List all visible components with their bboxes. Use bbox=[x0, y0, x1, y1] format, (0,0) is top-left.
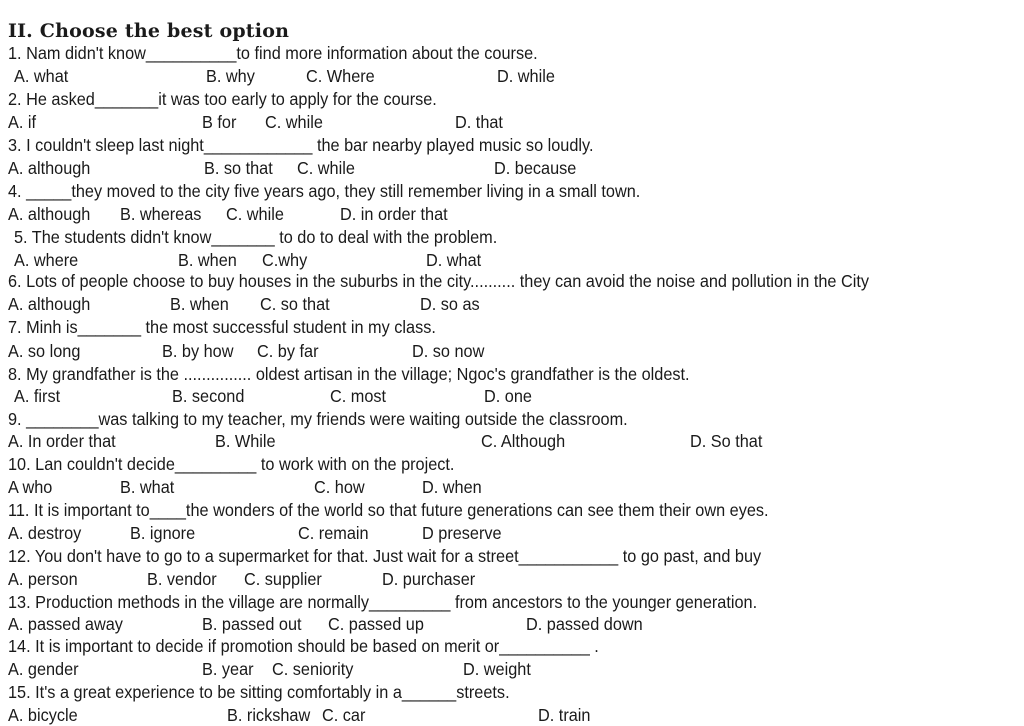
question-14: 14. It is important to decide if promotion should be based on merit or__________ . bbox=[8, 636, 599, 656]
question-1-option-a[interactable]: A. what bbox=[14, 66, 69, 86]
question-10-option-b[interactable]: B. what bbox=[120, 477, 175, 497]
question-3-option-c[interactable]: C. while bbox=[297, 158, 355, 178]
section-heading: II. Choose the best option bbox=[8, 20, 290, 42]
question-6-option-d[interactable]: D. so as bbox=[420, 294, 480, 314]
question-5-option-d[interactable]: D. what bbox=[426, 250, 482, 270]
question-3: 3. I couldn't sleep last night____________ the bar nearby played music so loudly. bbox=[8, 135, 594, 155]
question-5-option-a[interactable]: A. where bbox=[14, 250, 79, 270]
question-9-option-d[interactable]: D. So that bbox=[690, 431, 763, 451]
question-13-option-d[interactable]: D. passed down bbox=[526, 614, 643, 634]
question-4-option-d[interactable]: D. in order that bbox=[340, 204, 448, 224]
question-6-option-a[interactable]: A. although bbox=[8, 294, 91, 314]
question-2-option-c[interactable]: C. while bbox=[265, 112, 323, 132]
question-1-option-d[interactable]: D. while bbox=[497, 66, 555, 86]
question-7-option-b[interactable]: B. by how bbox=[162, 341, 234, 361]
question-13-option-a[interactable]: A. passed away bbox=[8, 614, 123, 634]
question-1-option-c[interactable]: C. Where bbox=[306, 66, 375, 86]
question-11-option-a[interactable]: A. destroy bbox=[8, 523, 82, 543]
question-15-option-d[interactable]: D. train bbox=[538, 705, 591, 725]
question-13-option-c[interactable]: C. passed up bbox=[328, 614, 424, 634]
question-12: 12. You don't have to go to a supermarket for that. Just wait for a street___________ to go past, and buy bbox=[8, 546, 762, 566]
question-10: 10. Lan couldn't decide_________ to work with on the project. bbox=[8, 454, 455, 474]
question-12-option-d[interactable]: D. purchaser bbox=[382, 569, 476, 589]
question-4-option-c[interactable]: C. while bbox=[226, 204, 284, 224]
question-15-option-a[interactable]: A. bicycle bbox=[8, 705, 78, 725]
question-15-option-b[interactable]: B. rickshaw bbox=[227, 705, 311, 725]
question-6-option-b[interactable]: B. when bbox=[170, 294, 229, 314]
question-4: 4. _____they moved to the city five years ago, they still remember living in a small town. bbox=[8, 181, 641, 201]
question-7-option-a[interactable]: A. so long bbox=[8, 341, 81, 361]
question-10-option-d[interactable]: D. when bbox=[422, 477, 482, 497]
question-8-option-d[interactable]: D. one bbox=[484, 386, 532, 406]
question-2-option-b[interactable]: B for bbox=[202, 112, 237, 132]
question-11-option-d[interactable]: D preserve bbox=[422, 523, 502, 543]
question-14-option-d[interactable]: D. weight bbox=[463, 659, 531, 679]
question-7: 7. Minh is_______ the most successful student in my class. bbox=[8, 317, 436, 337]
question-9-option-b[interactable]: B. While bbox=[215, 431, 276, 451]
question-12-option-b[interactable]: B. vendor bbox=[147, 569, 217, 589]
question-11-option-c[interactable]: C. remain bbox=[298, 523, 369, 543]
question-7-option-c[interactable]: C. by far bbox=[257, 341, 319, 361]
question-1-option-b[interactable]: B. why bbox=[206, 66, 255, 86]
question-9-option-a[interactable]: A. In order that bbox=[8, 431, 116, 451]
question-13: 13. Production methods in the village are normally_________ from ancestors to the younger generation. bbox=[8, 592, 758, 612]
question-15: 15. It's a great experience to be sitting comfortably in a______streets. bbox=[8, 682, 510, 702]
question-7-option-d[interactable]: D. so now bbox=[412, 341, 485, 361]
question-11: 11. It is important to____the wonders of the world so that future generations can see them their own eyes. bbox=[8, 500, 769, 520]
question-8-option-a[interactable]: A. first bbox=[14, 386, 61, 406]
question-6-option-c[interactable]: C. so that bbox=[260, 294, 330, 314]
question-2: 2. He asked_______it was too early to apply for the course. bbox=[8, 89, 437, 109]
question-5: 5. The students didn't know_______ to do to deal with the problem. bbox=[14, 227, 498, 247]
question-9-option-c[interactable]: C. Although bbox=[481, 431, 566, 451]
question-9: 9. ________was talking to my teacher, my friends were waiting outside the classroom. bbox=[8, 409, 628, 429]
question-4-option-b[interactable]: B. whereas bbox=[120, 204, 202, 224]
question-12-option-c[interactable]: C. supplier bbox=[244, 569, 322, 589]
question-8: 8. My grandfather is the ............... oldest artisan in the village; Ngoc's grandfather is the oldest. bbox=[8, 364, 690, 384]
question-2-option-d[interactable]: D. that bbox=[455, 112, 503, 132]
question-14-option-b[interactable]: B. year bbox=[202, 659, 254, 679]
question-8-option-b[interactable]: B. second bbox=[172, 386, 245, 406]
question-8-option-c[interactable]: C. most bbox=[330, 386, 387, 406]
question-15-option-c[interactable]: C. car bbox=[322, 705, 366, 725]
question-10-option-a[interactable]: A who bbox=[8, 477, 53, 497]
question-6: 6. Lots of people choose to buy houses in the suburbs in the city.......... they can avoid the noise and pollution in the City bbox=[8, 271, 870, 291]
question-3-option-d[interactable]: D. because bbox=[494, 158, 577, 178]
question-13-option-b[interactable]: B. passed out bbox=[202, 614, 302, 634]
question-3-option-b[interactable]: B. so that bbox=[204, 158, 273, 178]
question-14-option-a[interactable]: A. gender bbox=[8, 659, 79, 679]
question-12-option-a[interactable]: A. person bbox=[8, 569, 78, 589]
question-5-option-c[interactable]: C.why bbox=[262, 250, 308, 270]
question-14-option-c[interactable]: C. seniority bbox=[272, 659, 354, 679]
question-2-option-a[interactable]: A. if bbox=[8, 112, 37, 132]
question-5-option-b[interactable]: B. when bbox=[178, 250, 237, 270]
question-11-option-b[interactable]: B. ignore bbox=[130, 523, 196, 543]
question-4-option-a[interactable]: A. although bbox=[8, 204, 91, 224]
question-3-option-a[interactable]: A. although bbox=[8, 158, 91, 178]
question-10-option-c[interactable]: C. how bbox=[314, 477, 365, 497]
question-1: 1. Nam didn't know__________to find more information about the course. bbox=[8, 43, 538, 63]
